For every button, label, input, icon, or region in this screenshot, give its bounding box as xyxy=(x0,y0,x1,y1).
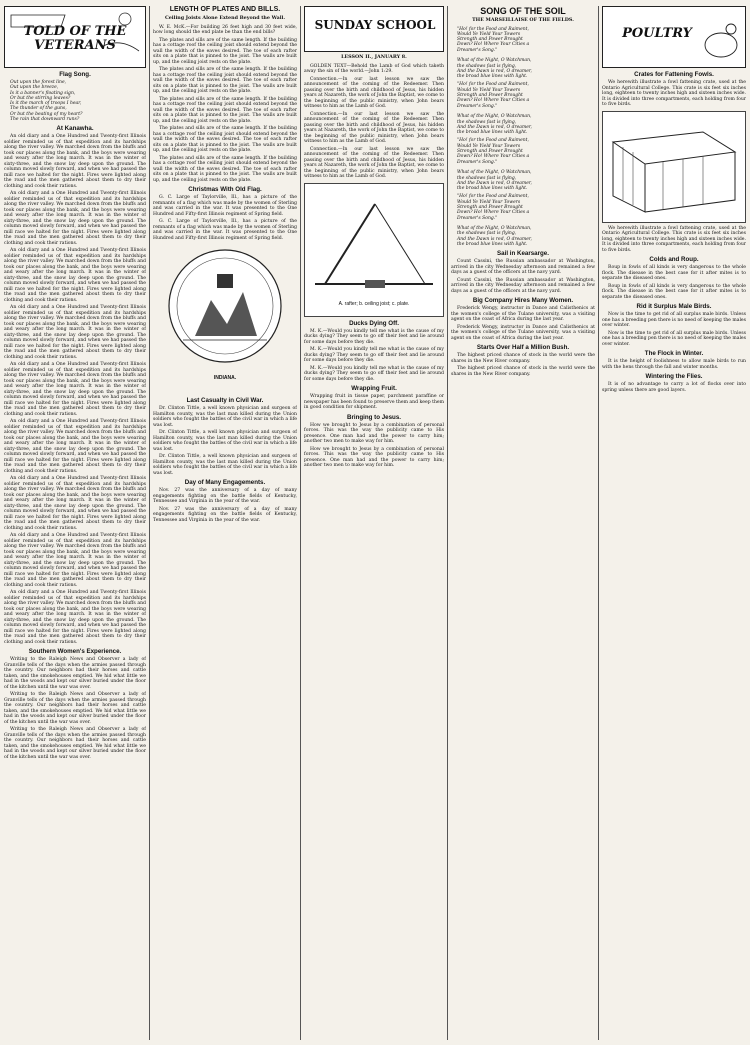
rafter-diagram-icon xyxy=(305,184,443,302)
surplus-male-story-cont: Now is the time to get rid of all surplus male birds. Unless one has a breeding pen there is no need of keeping the males over winter. xyxy=(602,330,746,347)
kanawha-story-cont7: An old diary and a One Hundred and Twenty-first Illinois soldier reminded us of that expedition and its hardships along the river valley. We marched down from the bluffs and took our places along the bank, and the boys were wearing and weary after the long march. It was in the winter of sixty-three, and the snow lay deep upon the ground. The column moved slowly forward, and when we had passed the mill race we halted for the night. Fires were lighted along the road and the men gathered about them to dry their clothing and cook their rations. xyxy=(4,533,146,588)
kearsarge-title: Sail in Kearsarge. xyxy=(497,250,549,258)
golden-text: GOLDEN TEXT—Behold the Lamb of God which taketh away the sin of the world.—John 1:29. xyxy=(304,63,444,74)
colds-roup-title: Colds and Roup. xyxy=(649,256,699,263)
plates-bills-subhead: Ceiling Joists Alone Extend Beyond the Wall. xyxy=(164,15,286,21)
plates-bills-answer-cont2: The plates and sills are of the same length. If the building has a cottage roof the ceiling joist should extend beyond the wall the width of the eaves desired. The toe of each rafter sits on a plate that is pinned to the joist. The walls are built up, and the ceiling joist rests on the plate. xyxy=(153,96,297,124)
indiana-seal-figure xyxy=(153,244,297,394)
plates-bills-answer-cont3: The plates and sills are of the same length. If the building has a cottage roof the ceiling joist should extend beyond the wall the width of the eaves desired. The toe of each rafter sits on a plate that is pinned to the joist. The walls are built up, and the ceiling joist rests on the plate. xyxy=(153,126,297,153)
last-casualty-story-cont: Dr. Clinton Tittle, a well known physician and surgeon of Hamilton county, was the last man killed during the Union soldiers who fought the battles of the civil war in which a life was lost. xyxy=(153,430,297,452)
hires-women-title: Big Company Hires Many Women. xyxy=(472,297,574,305)
flock-winter-title: The Flock in Winter. xyxy=(644,350,704,357)
ducks-dying-story-cont: M. K.—Would you kindly tell me what is the cause of my ducks dying? They seem to go off their feet and lie around for some days before they die. xyxy=(304,347,444,363)
christmas-flag-story-cont: G. C. Large of Taylorville, Ill., has a picture of the remnants of a flag which was made by the women of Sterling and was carried in the war. It was presented to the One Hundred and Fifty-first Illinois regiment of Spring field. xyxy=(153,219,297,241)
fattening-crates-story-cont: We herewith illustrate a fowl fattening crate, used at the Ontario Agricultural College. This crate is six feet six inches long, eighteen to twenty inches high and sixteen inches wide. It is divided into three compartments, each holding from four to five birds. xyxy=(602,225,746,253)
surplus-male-story: Now is the time to get rid of all surplus male birds. Unless one has a breeding pen there is no need of keeping the males over winter. xyxy=(602,312,746,328)
kanawha-story-cont2: An old diary and a One Hundred and Twenty-first Illinois soldier reminded us of that expedition and its hardships along the river valley. We marched down from the bluffs and took our places along the bank, and the boys were wearing and weary after the long march. It was in the winter of sixty-three, and the snow lay deep upon the ground. The column moved slowly forward, and when we had passed the mill race we halted for the night. Fires were lighted along the road and the men gathered about them to dry their clothing and cook their rations. xyxy=(4,248,146,303)
surplus-male-title: Rid it Surplus Male Birds. xyxy=(636,303,712,310)
sunday-school-header-title: SUNDAY SCHOOL xyxy=(314,18,436,32)
plates-bills-answer-cont4: The plates and sills are of the same length. If the building has a cottage roof the ceiling joist should extend beyond the wall the width of the eaves desired. The toe of each rafter sits on a plate that is pinned to the joist. The walls are built up, and the ceiling joist rests on the plate. xyxy=(153,155,297,183)
column-veterans xyxy=(4,6,146,1040)
song-of-soil-subhead: THE MARSEILLAISE OF THE FIELDS. xyxy=(472,17,574,23)
plates-bills-answer: The plates and sills are of the same length. If the building has a cottage roof the ceiling joist should extend beyond the wall the width of the eaves desired. The toe of each rafter sits on a plate that is pinned to the joist. The walls are built up, and the ceiling joist rests on the plate. xyxy=(153,37,297,65)
plates-bills-headline: LENGTH OF PLATES AND BILLS. xyxy=(169,6,281,13)
hires-women-story-cont: Frederick Wengy, instructor in Dance and Calisthenics at the women's college of the Tulane university, was a visiting agent on the coast of Africa during the last year. xyxy=(451,324,595,341)
sunday-school-header-banner xyxy=(304,6,444,52)
column-rule xyxy=(149,6,150,1040)
lesson-body: Connection.—In our last lesson we saw the announcement of the coming of the Redeemer. Then passing over the birth and childhood of Jesus, his hidden years at Nazareth, the work of John the Baptist, we come to the beginning of the public ministry, when John bears witness to him as the Lamb of God. xyxy=(304,76,444,109)
half-million-story: The highest priced chance of stock in the world were the shares in the New River company. xyxy=(451,353,595,364)
kanawha-story-cont8: An old diary and a One Hundred and Twenty-first Illinois soldier reminded us of that expedition and its hardships along the river valley. We marched down from the bluffs and took our places along the bank, and the boys were wearing and weary after the long march. It was in the winter of sixty-three, and the snow lay deep upon the ground. The column moved slowly forward, and when we had passed the mill race we halted for the night. Fires were lighted along the road and the men gathered about them to dry their clothing and cook their rations. xyxy=(4,590,146,645)
rafter-diagram-figure xyxy=(304,183,444,317)
song-of-soil-headline: SONG OF THE SOIL xyxy=(480,6,566,16)
column-poultry xyxy=(602,6,746,1040)
veterans-header-title: TOLD OF THE VETERANS xyxy=(23,24,127,53)
hires-women-story: Frederick Wengy, instructor in Dance and Calisthenics at the women's college of the Tulane university, was a visiting agent on the coast of Africa during the last year. xyxy=(451,306,595,323)
colds-roup-story: Roup in fowls of all kinds is very dangerous to the whole flock. The disease in the best case for it after mites is to separate the diseased ones. xyxy=(602,265,746,281)
song-of-soil-poem-cont: "Ho! for the Food and Raiment, Would Ye Yield Your Towers Strength and Power Brought Down? Ho! Where Your Cities a Dreamer's Song." What of the Night, O Watchman, the shadows fast is flying, And the Dawn is red, O dreamer, the broad blue lines with light. xyxy=(457,82,532,136)
column-plates-bills xyxy=(153,6,297,1040)
poultry-header-banner xyxy=(602,6,746,68)
last-casualty-story-cont2: Dr. Clinton Tittle, a well known physician and surgeon of Hamilton county, was the last man killed during the Union soldiers who fought the battles of the civil war in which a life was lost. xyxy=(153,454,297,476)
colds-roup-story-cont: Roup in fowls of all kinds is very dangerous to the whole flock. The disease in the best case for it after mites is to separate the diseased ones. xyxy=(602,283,746,300)
many-engagements-story-cont: Nov. 27 was the anniversary of a day of many engagements fighting on the battle fields of Kentucky, Tennessee and Virginia in the year of the war. xyxy=(153,506,297,523)
flag-song-poem: Out upon the forest line, Out upon the breeze, Is it a banner's floating sign, Or but the stirring leaves? Is it the march of troops I hear, The thunder of the guns, Or but the beating of my heart? The rain that downward runs? xyxy=(10,80,83,123)
lesson-body-cont2: Connection.—In our last lesson we saw the announcement of the coming of the Redeemer. Then passing over the birth and childhood of Jesus, his hidden years at Nazareth, the work of John the Baptist, we come to the beginning of the public ministry, when John bears witness to him as the Lamb of God. xyxy=(304,146,444,179)
christmas-flag-story: G. C. Large of Taylorville, Ill., has a picture of the remnants of a flag which was made by the women of Sterling and was carried in the war. It was presented to the One Hundred and Fifty-first Illinois regiment of Spring field. xyxy=(153,195,297,217)
column-rule xyxy=(300,6,301,1040)
kearsarge-story: Count Cassini, the Russian ambassador at Washington, arrived in the city Wednesday afternoon and remained a few days as a guest of the officers at the navy yard. xyxy=(451,259,595,276)
wintering-story: It is of no advantage to carry a lot of flocks over into spring unless there are good layers. xyxy=(602,382,746,393)
kanawha-story-cont3: An old diary and a One Hundred and Twenty-first Illinois soldier reminded us of that expedition and its hardships along the river valley. We marched down from the bluffs and took our places along the bank, and the boys were wearing and weary after the long march. It was in the winter of sixty-three, and the snow lay deep upon the ground. The column moved slowly forward, and when we had passed the mill race we halted for the night. Fires were lighted along the road and the men gathered about them to dry their clothing and cook their rations. xyxy=(4,305,146,360)
kanawha-story-cont: An old diary and a One Hundred and Twenty-first Illinois soldier reminded us of that expedition and its hardships along the river valley. We marched down from the bluffs and took our places along the bank, and the boys were wearing and weary after the long march. It was in the winter of sixty-three, and the snow lay deep upon the ground. The column moved slowly forward, and when we had passed the mill race we halted for the night. Fires were lighted along the road and the men gathered about them to dry their clothing and cook their rations. xyxy=(4,191,146,246)
flock-winter-story: It is the height of foolishness to allow male birds to run with the hens through the fall and winter months. xyxy=(602,359,746,370)
plates-bills-question: W. E. McK.—For building 26 feet high and 30 feet wide, how long should the end plate be than the end bills? xyxy=(153,24,297,35)
plates-bills-answer-cont: The plates and sills are of the same length. If the building has a cottage roof the ceiling joist should extend beyond the wall the width of the eaves desired. The toe of each rafter sits on a plate that is pinned to the joist. The walls are built up, and the ceiling joist rests on the plate. xyxy=(153,67,297,94)
wintering-title: Wintering the Flies. xyxy=(645,373,703,380)
many-engagements-title: Day of Many Engagements. xyxy=(184,479,266,486)
last-casualty-title: Last Casualty in Civil War. xyxy=(186,397,264,404)
veterans-header-banner xyxy=(4,6,146,68)
southern-women-story-cont: Writing to the Raleigh News and Observer a lady of Granville tells of the days when the armies passed through the country. Our neighbors had their horses and cattle taken, and the smokehouses emptied. We hid what little we had in the woods and kept our silver buried under the floor of the kitchen until the war was over. xyxy=(4,692,146,725)
poultry-header-title: POULTRY xyxy=(622,26,692,41)
kanawha-story-cont6: An old diary and a One Hundred and Twenty-first Illinois soldier reminded us of that expedition and its hardships along the river valley. We marched down from the bluffs and took our places along the bank, and the boys were wearing and weary after the long march. It was in the winter of sixty-three, and the snow lay deep upon the ground. The column moved slowly forward, and when we had passed the mill race we halted for the night. Fires were lighted along the road and the men gathered about them to dry their clothing and cook their rations. xyxy=(4,476,146,531)
lesson-body-cont: Connection.—In our last lesson we saw the announcement of the coming of the Redeemer. Then passing over the birth and childhood of Jesus, his hidden years at Nazareth, the work of John the Baptist, we come to the beginning of the public ministry, when John bears witness to him as the Lamb of God. xyxy=(304,111,444,144)
bringing-to-jesus-story-cont: How we brought to Jesus by a combination of personal forces. This was the way the publicity came to His presence. One man had and the power to carry him; another two men to make way for him. xyxy=(304,446,444,468)
half-million-title: Starts Over Half a Million Bush. xyxy=(476,344,570,352)
state-seal-icon xyxy=(153,244,297,384)
column-song-of-soil xyxy=(451,6,595,1040)
crate-figure xyxy=(602,111,746,223)
crate-illustration-icon xyxy=(603,112,745,220)
kanawha-story-cont5: An old diary and a One Hundred and Twenty-first Illinois soldier reminded us of that expedition and its hardships along the river valley. We marched down from the bluffs and took our places along the bank, and the boys were wearing and weary after the long march. It was in the winter of sixty-three, and the snow lay deep upon the ground. The column moved slowly forward, and when we had passed the mill race we halted for the night. Fires were lighted along the road and the men gathered about them to dry their clothing and cook their rations. xyxy=(4,419,146,474)
column-rule xyxy=(447,6,448,1040)
flag-song-title: Flag Song. xyxy=(59,71,91,78)
kanawha-title: At Kanawha. xyxy=(56,125,94,133)
wrapping-fruit-title: Wrapping Fruit. xyxy=(351,385,397,392)
kanawha-story: An old diary and a One Hundred and Twenty-first Illinois soldier reminded us of that expedition and its hardships along the river valley. We marched down from the bluffs and took our places along the bank, and the boys were wearing and weary after the long march. It was in the winter of sixty-three, and the snow lay deep upon the ground. The column moved slowly forward, and when we had passed the mill race we halted for the night. Fires were lighted along the road and the men gathered about them to dry their clothing and cook their rations. xyxy=(4,134,146,189)
kanawha-story-cont4: An old diary and a One Hundred and Twenty-first Illinois soldier reminded us of that expedition and its hardships along the river valley. We marched down from the bluffs and took our places along the bank, and the boys were wearing and weary after the long march. It was in the winter of sixty-three, and the snow lay deep upon the ground. The column moved slowly forward, and when we had passed the mill race we halted for the night. Fires were lighted along the road and the men gathered about them to dry their clothing and cook their rations. xyxy=(4,362,146,417)
southern-women-title: Southern Women's Experience. xyxy=(28,648,122,656)
many-engagements-story: Nov. 27 was the anniversary of a day of many engagements fighting on the battle fields of Kentucky, Tennessee and Virginia in the year of the war. xyxy=(153,488,297,504)
fattening-crates-title: Crates for Fattening Fowls. xyxy=(634,71,714,78)
bringing-to-jesus-story: How we brought to Jesus by a combination of personal forces. This was the way the publicity came to His presence. One man had and the power to carry him; another two men to make way for him. xyxy=(304,422,444,444)
southern-women-story: Writing to the Raleigh News and Observer a lady of Granville tells of the days when the armies passed through the country. Our neighbors had their horses and cattle taken, and the smokehouses emptied. We hid what little we had in the woods and kept our silver buried under the floor of the kitchen until the war was over. xyxy=(4,657,146,690)
ducks-dying-story: M. K.—Would you kindly tell me what is the cause of my ducks dying? They seem to go off their feet and lie around for some days before they die. xyxy=(304,328,444,345)
ducks-dying-story-cont2: M. K.—Would you kindly tell me what is the cause of my ducks dying? They seem to go off their feet and lie around for some days before they die. xyxy=(304,365,444,382)
column-sunday-school xyxy=(304,6,444,1040)
ducks-dying-title: Ducks Dying Off. xyxy=(349,319,399,327)
indiana-caption: INDIANA. xyxy=(213,375,237,381)
half-million-story-cont: The highest priced chance of stock in the world were the shares in the New River company. xyxy=(451,366,595,377)
southern-women-story-cont2: Writing to the Raleigh News and Observer a lady of Granville tells of the days when the armies passed through the country. Our neighbors had their horses and cattle taken, and the smokehouses emptied. We hid what little we had in the woods and kept our silver buried under the floor of the kitchen until the war was over. xyxy=(4,727,146,760)
song-of-soil-poem-cont3: "Ho! for the Food and Raiment, Would Ye Yield Your Towers Strength and Power Brought Down? Ho! Where Your Cities a Dreamer's Song." What of the Night, O Watchman, the shadows fast is flying, And the Dawn is red, O dreamer, the broad blue lines with light. xyxy=(457,194,532,248)
last-casualty-story: Dr. Clinton Tittle, a well known physician and surgeon of Hamilton county, was the last man killed during the Union soldiers who fought the battles of the civil war in which a life was lost. xyxy=(153,406,297,428)
song-of-soil-poem-cont2: "Ho! for the Food and Raiment, Would Ye Yield Your Towers Strength and Power Brought Down? Ho! Where Your Cities a Dreamer's Song." What of the Night, O Watchman, the shadows fast is flying, And the Dawn is red, O dreamer, the broad blue lines with light. xyxy=(457,138,532,192)
column-rule xyxy=(598,6,599,1040)
fattening-crates-story: We herewith illustrate a fowl fattening crate, used at the Ontario Agricultural College. This crate is six feet six inches long, eighteen to twenty inches high and sixteen inches wide. It is divided into three compartments, each holding from four to five birds. xyxy=(602,80,746,107)
bringing-to-jesus-title: Bringing to Jesus. xyxy=(347,413,401,421)
lesson-number: LESSON II., JANUARY 8. xyxy=(341,54,407,60)
christmas-flag-title: Christmas With Old Flag. xyxy=(188,186,262,193)
rafter-diagram-caption: A. rafter; b. ceiling joist; c. plate. xyxy=(338,300,410,307)
wrapping-fruit-story: Wrapping fruit in tissue paper, parchment paraffine or newspaper has been found to preserve them and keep them in good condition for shipment. xyxy=(304,394,444,410)
song-of-soil-poem: "Ho! for the Food and Raiment, Would Ye Yield Your Towers Strength and Power Brought Down? Ho! Where Your Cities a Dreamer's Song." What of the Night, O Watchman, the shadows fast is flying, And the Dawn is red, O dreamer, the broad blue lines with light. xyxy=(457,26,532,80)
kearsarge-story-cont: Count Cassini, the Russian ambassador at Washington, arrived in the city Wednesday afternoon and remained a few days as a guest of the officers at the navy yard. xyxy=(451,277,595,294)
